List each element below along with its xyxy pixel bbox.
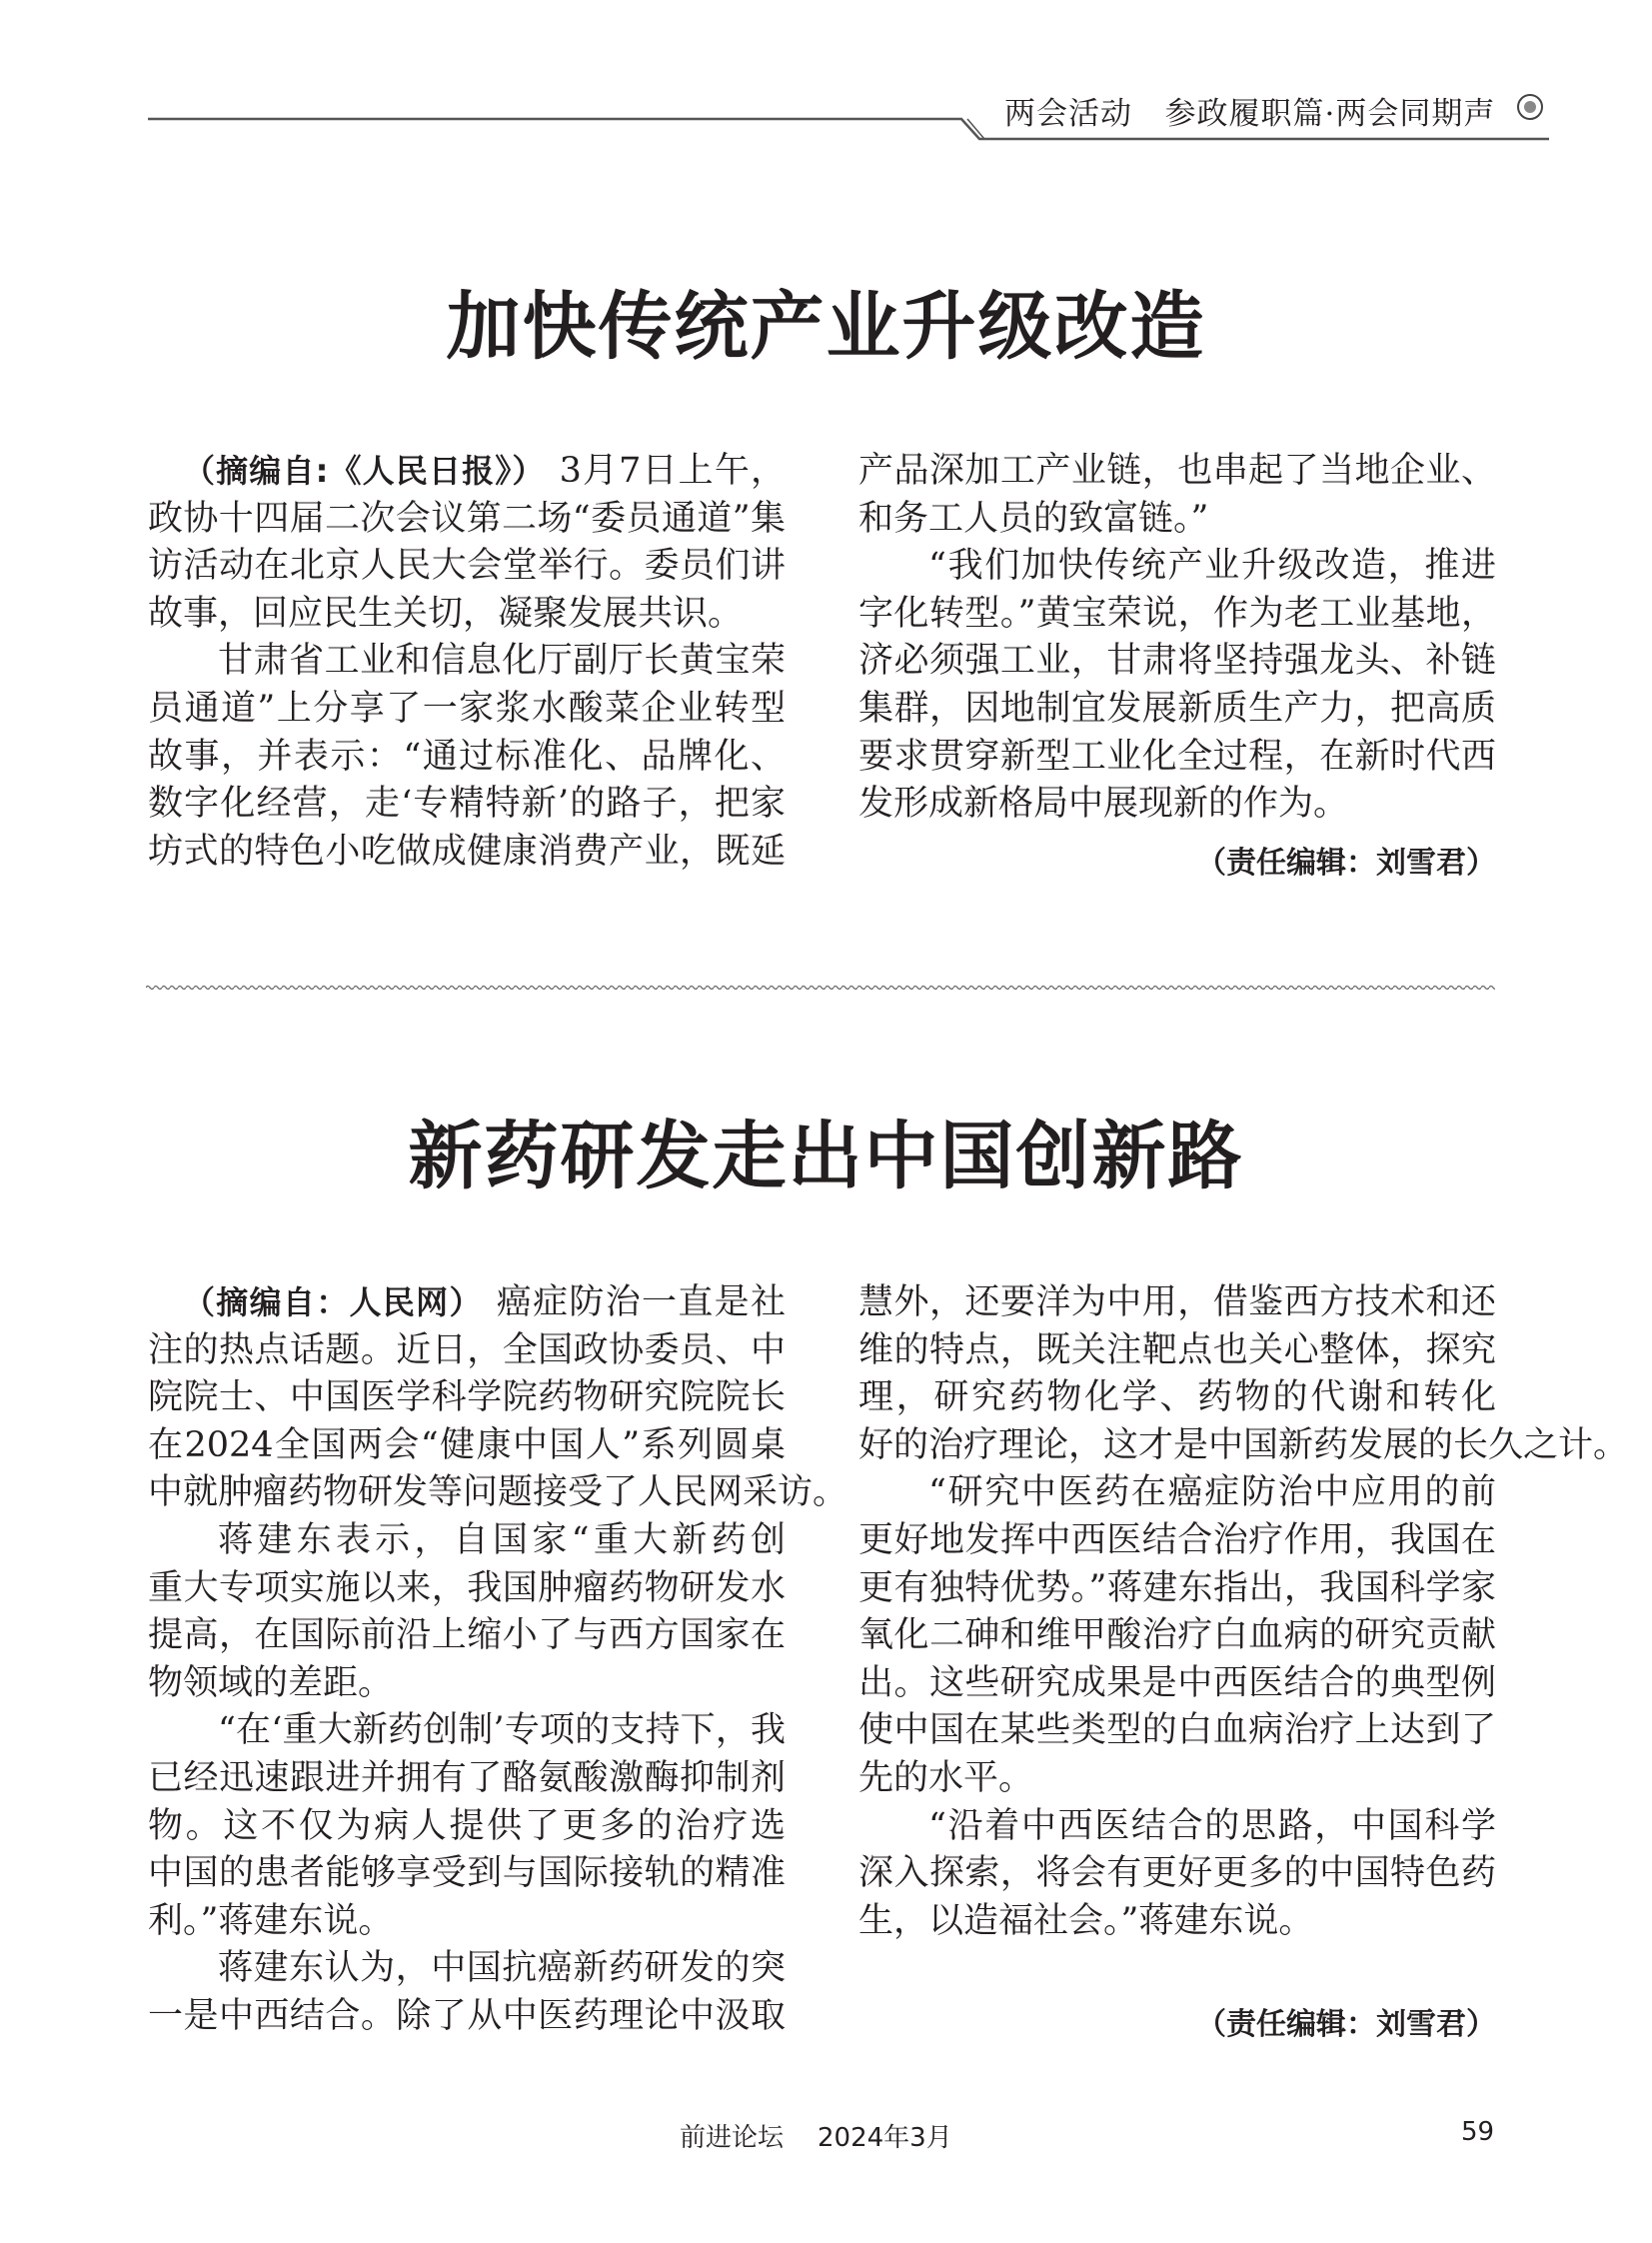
text-line: 好的治疗理论，这才是中国新药发展的长久之计。 (858, 1424, 1629, 1465)
text-line: 故事，并表示：“通过标准化、品牌化、 (148, 736, 786, 777)
source-label: （摘编自:《人民日报》） (183, 452, 546, 490)
text-line-content: 癌症防治一直是社 (496, 1282, 786, 1322)
text-line: 提高，在国际前沿上缩小了与西方国家在 (148, 1615, 786, 1656)
text-line: 中国的患者能够享受到与国际接轨的精准 (148, 1853, 786, 1894)
text-line: “我们加快传统产业升级改造，推进 (928, 546, 1496, 587)
text-line: 注的热点话题。近日，全国政协委员、中 (148, 1329, 786, 1370)
text-line: 产品深加工产业链，也串起了当地企业、 (858, 451, 1496, 491)
header-subsection: 参政履职篇·两会同期声 (1164, 96, 1496, 132)
text-line: 深入探索，将会有更好更多的中国特色药 (858, 1853, 1496, 1894)
text-line: 一是中西结合。除了从中医药理论中汲取 (148, 1995, 786, 2036)
text-line: 已经迅速跟进并拥有了酪氨酸激酶抑制剂 (148, 1757, 786, 1798)
text-line: 使中国在某些类型的白血病治疗上达到了 (858, 1710, 1496, 1751)
text-line: 维的特点，既关注靶点也关心整体，探究 (858, 1329, 1496, 1370)
text-line: “研究中医药在癌症防治中应用的前 (928, 1472, 1496, 1513)
running-header (1004, 88, 1495, 133)
bullseye-icon (1517, 94, 1543, 120)
header-section: 两会活动 (1004, 96, 1132, 132)
text-line: 更有独特优势。”蒋建东指出，我国科学家 (858, 1567, 1496, 1608)
text-line: 访活动在北京人民大会堂举行。委员们讲 (148, 546, 786, 587)
article-2-right-column (858, 1279, 1629, 1945)
text-line: “沿着中西医结合的思路，中国科学 (928, 1805, 1496, 1846)
text-line: 重大专项实施以来，我国肿瘤药物研发水 (148, 1567, 786, 1608)
article-2-editor-credit: （责任编辑：刘雪君） (1196, 2007, 1496, 2042)
article-1-title: 加快传统产业升级改造 (446, 284, 1206, 370)
text-line: 济必须强工业，甘肃将坚持强龙头、补链 (858, 641, 1496, 682)
text-line: 蒋建东认为，中国抗癌新药研发的突 (218, 1948, 786, 1989)
text-line: 字化转型。”黄宝荣说，作为老工业基地， (858, 593, 1496, 634)
text-line: 慧外，还要洋为中用，借鉴西方技术和还 (858, 1282, 1496, 1322)
text-line: 蒋建东表示，自国家“重大新药创 (218, 1519, 786, 1560)
article-1-right-column (858, 448, 1496, 829)
text-line: 数字化经营，走‘专精特新’的路子，把家 (148, 784, 786, 825)
text-line: 更好地发挥中西医结合治疗作用，我国在 (858, 1519, 1496, 1560)
text-line: 出。这些研究成果是中西医结合的典型例 (858, 1662, 1496, 1703)
source-label: （摘编自：人民网） (183, 1283, 483, 1321)
text-line: 物领域的差距。 (148, 1662, 394, 1703)
text-line: 员通道”上分享了一家浆水酸菜企业转型 (148, 688, 786, 729)
section-divider (146, 982, 1495, 994)
text-line: 氧化二砷和维甲酸治疗白血病的研究贡献 (858, 1615, 1496, 1656)
text-line: 先的水平。 (858, 1757, 1034, 1798)
text-line: 要求贯穿新型工业化全过程，在新时代西 (858, 736, 1496, 777)
text-line-content: 3月7日上午， (559, 451, 786, 491)
article-2-title: 新药研发走出中国创新路 (408, 1114, 1244, 1199)
article-2-left-column (148, 1279, 848, 2041)
text-line: 集群，因地制宜发展新质生产力，把高质 (858, 688, 1496, 729)
text-line: 在2024全国两会“健康中国人”系列圆桌 (148, 1424, 786, 1465)
text-line (148, 1279, 786, 1327)
text-line: 甘肃省工业和信息化厅副厅长黄宝荣 (218, 641, 786, 682)
text-line: 中就肿瘤药物研发等问题接受了人民网采访。 (148, 1472, 848, 1513)
text-line: 发形成新格局中展现新的作为。 (858, 784, 1349, 825)
header-rule (0, 0, 1652, 160)
text-line: 物。这不仅为病人提供了更多的治疗选 (148, 1805, 786, 1846)
footer-publication: 前进论坛 (680, 2123, 785, 2153)
text-line: “在‘重大新药创制’专项的支持下，我 (218, 1710, 786, 1751)
footer-date: 2024年3月 (818, 2123, 952, 2153)
text-line: 生，以造福社会。”蒋建东说。 (858, 1900, 1314, 1941)
text-line: 理，研究药物化学、药物的代谢和转化 (858, 1377, 1496, 1418)
text-line: 故事，回应民生关切，凝聚发展共识。 (148, 593, 744, 634)
text-line: 政协十四届二次会议第二场“委员通道”集 (148, 498, 786, 539)
text-line: 利。”蒋建东说。 (148, 1900, 394, 1941)
text-line (148, 448, 786, 496)
article-1-editor-credit: （责任编辑：刘雪君） (1196, 846, 1496, 881)
text-line: 院院士、中国医学科学院药物研究院院长 (148, 1377, 786, 1418)
text-line: 坊式的特色小吃做成健康消费产业，既延 (148, 831, 786, 872)
article-1-left-column (148, 448, 786, 876)
text-line: 和务工人员的致富链。” (858, 498, 1209, 539)
page-number: 59 (1461, 2117, 1495, 2147)
